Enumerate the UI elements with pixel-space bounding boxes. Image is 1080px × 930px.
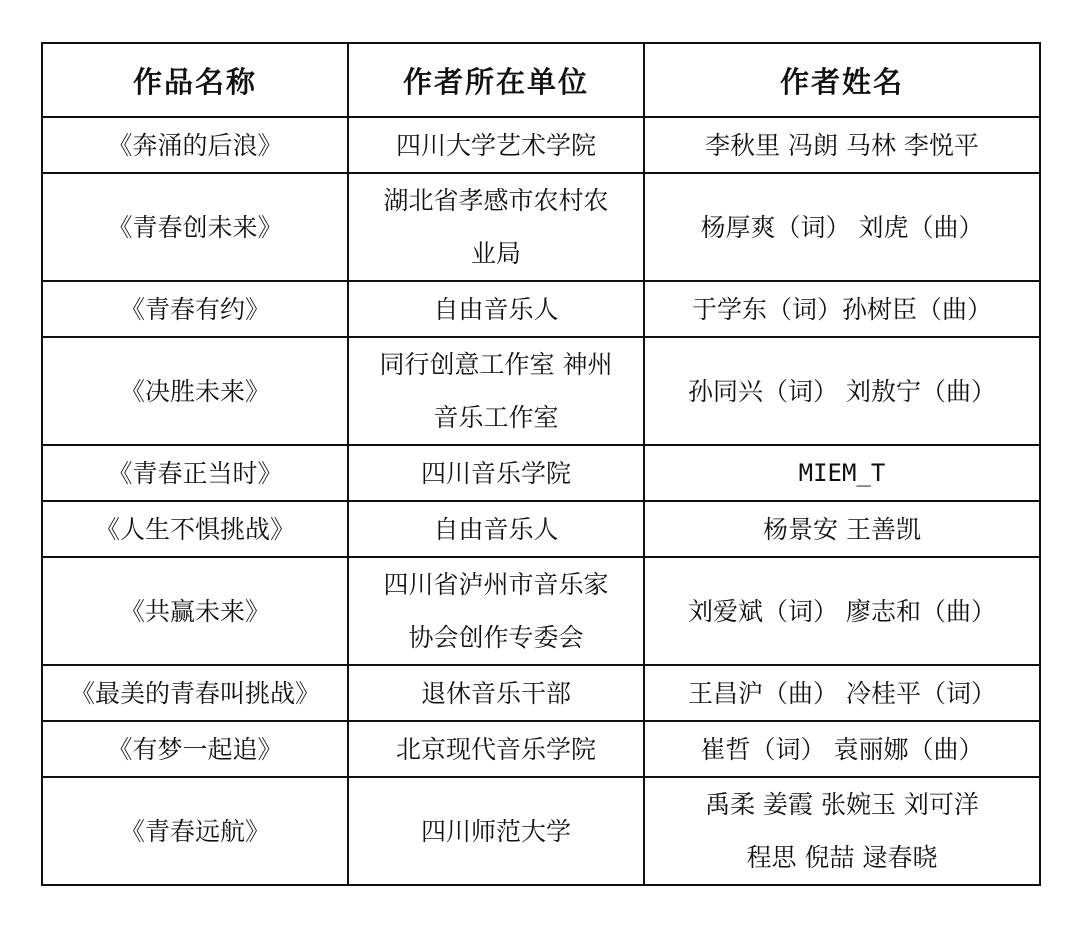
table-header-row [42, 43, 1040, 117]
cell-affiliation: 四川大学艺术学院 [348, 117, 644, 173]
cell-work-title: 《有梦一起追》 [42, 721, 348, 777]
cell-affiliation: 四川音乐学院 [348, 445, 644, 501]
cell-authors: 杨景安 王善凯 [644, 501, 1040, 557]
cell-affiliation: 自由音乐人 [348, 501, 644, 557]
cell-authors: 李秋里 冯朗 马林 李悦平 [644, 117, 1040, 173]
table-row [42, 777, 1040, 885]
cell-authors: 禹柔 姜霞 张婉玉 刘可洋 程思 倪喆 逯春晓 [644, 777, 1040, 885]
cell-work-title: 《青春正当时》 [42, 445, 348, 501]
cell-work-title: 《青春创未来》 [42, 173, 348, 281]
works-table [41, 42, 1041, 886]
cell-work-title: 《奔涌的后浪》 [42, 117, 348, 173]
table-row [42, 281, 1040, 337]
header-work-title: 作品名称 [42, 43, 348, 117]
cell-work-title: 《决胜未来》 [42, 337, 348, 445]
table-row [42, 665, 1040, 721]
cell-work-title: 《青春远航》 [42, 777, 348, 885]
cell-authors: 王昌沪（曲） 冷桂平（词） [644, 665, 1040, 721]
cell-authors: MIEM_T [644, 445, 1040, 501]
table-row [42, 117, 1040, 173]
table-row [42, 501, 1040, 557]
works-table-container [41, 42, 1039, 886]
cell-affiliation: 湖北省孝感市农村农 业局 [348, 173, 644, 281]
table-row [42, 557, 1040, 665]
cell-authors: 杨厚爽（词） 刘虎（曲） [644, 173, 1040, 281]
table-row [42, 445, 1040, 501]
cell-authors: 于学东（词）孙树臣（曲） [644, 281, 1040, 337]
cell-work-title: 《人生不惧挑战》 [42, 501, 348, 557]
cell-affiliation: 四川省泸州市音乐家 协会创作专委会 [348, 557, 644, 665]
table-row [42, 721, 1040, 777]
cell-work-title: 《最美的青春叫挑战》 [42, 665, 348, 721]
table-row [42, 337, 1040, 445]
cell-work-title: 《共赢未来》 [42, 557, 348, 665]
header-author-names: 作者姓名 [644, 43, 1040, 117]
cell-authors: 刘爱斌（词） 廖志和（曲） [644, 557, 1040, 665]
cell-affiliation: 同行创意工作室 神州 音乐工作室 [348, 337, 644, 445]
table-row [42, 173, 1040, 281]
header-author-affiliation: 作者所在单位 [348, 43, 644, 117]
cell-affiliation: 退休音乐干部 [348, 665, 644, 721]
cell-affiliation: 北京现代音乐学院 [348, 721, 644, 777]
cell-authors: 崔哲（词） 袁丽娜（曲） [644, 721, 1040, 777]
cell-affiliation: 四川师范大学 [348, 777, 644, 885]
cell-affiliation: 自由音乐人 [348, 281, 644, 337]
cell-authors: 孙同兴（词） 刘敖宁（曲） [644, 337, 1040, 445]
cell-work-title: 《青春有约》 [42, 281, 348, 337]
